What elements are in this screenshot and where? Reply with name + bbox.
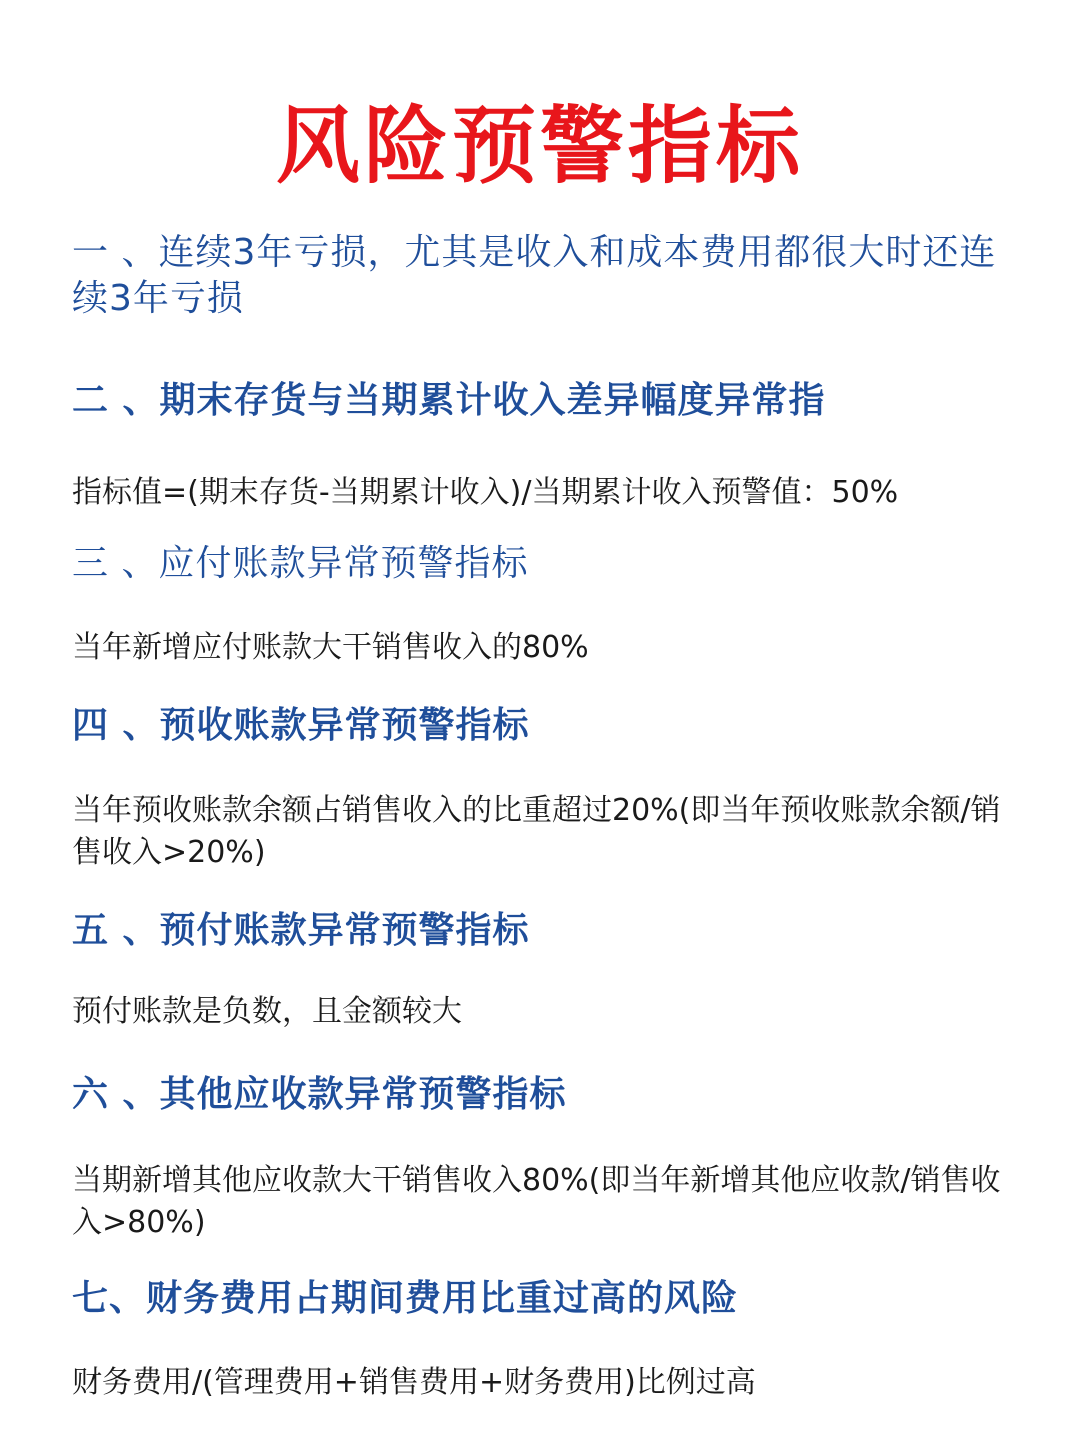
section-4-body: 当年预收账款余额占销售收入的比重超过20%(即当年预收账款余额/销售收入>20%) [72, 793, 1001, 870]
section-1-heading: 一 、连续3年亏损，尤其是收入和成本费用都很大时还连续3年亏损 [72, 232, 997, 319]
section-3-body: 当年新增应付账款大干销售收入的80% [72, 630, 589, 665]
section-6-heading: 六 、其他应收款异常预警指标 [72, 1074, 567, 1115]
section-7-body: 财务费用/(管理费用+销售费用+财务费用)比例过高 [72, 1365, 756, 1400]
section-4-heading: 四 、预收账款异常预警指标 [72, 705, 530, 746]
section-7-heading: 七、财务费用占期间费用比重过高的风险 [72, 1278, 739, 1319]
section-5-heading: 五 、预付账款异常预警指标 [72, 910, 530, 951]
section-6-body: 当期新增其他应收款大干销售收入80%(即当年新增其他应收款/销售收入>80%) [72, 1163, 1001, 1240]
section-3-heading: 三 、应付账款异常预警指标 [72, 543, 529, 584]
section-5-body: 预付账款是负数，且金额较大 [72, 994, 462, 1029]
section-2-heading: 二 、期末存货与当期累计收入差异幅度异常指 [72, 380, 826, 421]
section-2-body: 指标值=(期末存货-当期累计收入)/当期累计收入预警值：50% [72, 475, 899, 510]
page-title: 风险预警指标 [275, 97, 804, 195]
